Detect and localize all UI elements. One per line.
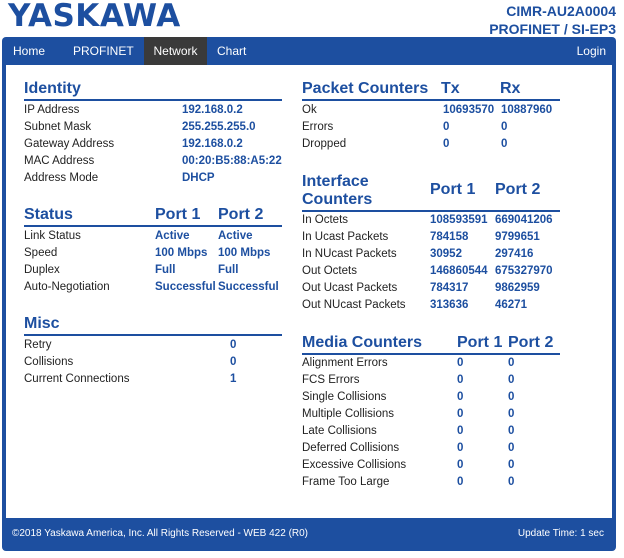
network-content xyxy=(6,65,612,518)
media-header xyxy=(302,334,560,355)
packet-tx-value: 0 xyxy=(443,121,450,133)
identity-row-label: Address Mode xyxy=(24,172,99,184)
interface-port2-value: 675327970 xyxy=(495,265,553,277)
status-port1-header: Port 1 xyxy=(155,206,201,223)
packet-rx-value: 0 xyxy=(501,138,508,150)
status-row-label: Speed xyxy=(24,247,58,259)
interface-port1-value: 30952 xyxy=(430,248,462,260)
yaskawa-logo: YASKAWA xyxy=(8,0,181,34)
misc-row-value: 0 xyxy=(230,356,237,368)
media-row-label: Frame Too Large xyxy=(302,476,390,488)
status-header xyxy=(24,206,282,227)
media-port1-value: 0 xyxy=(457,476,464,488)
interface-title-line1: Interface xyxy=(302,173,369,190)
packet-title: Packet Counters xyxy=(302,80,429,97)
interface-port2-value: 669041206 xyxy=(495,214,553,226)
media-row-label: FCS Errors xyxy=(302,374,360,386)
interface-port2-value: 9799651 xyxy=(495,231,540,243)
identity-row-value: 255.255.255.0 xyxy=(182,121,256,133)
media-port2-value: 0 xyxy=(508,442,515,454)
nav-network[interactable]: Network xyxy=(144,37,207,65)
nav-chart[interactable]: Chart xyxy=(217,44,247,58)
interface-row-label: In Ucast Packets xyxy=(302,231,389,243)
media-row-label: Multiple Collisions xyxy=(302,408,395,420)
identity-row-value: DHCP xyxy=(182,172,215,184)
status-port1-value: Successful xyxy=(155,281,216,293)
media-row-label: Alignment Errors xyxy=(302,357,388,369)
interface-row-label: Out NUcast Packets xyxy=(302,299,406,311)
interface-row-label: In Octets xyxy=(302,214,349,226)
interface-port1-value: 313636 xyxy=(430,299,469,311)
footer xyxy=(2,518,616,551)
media-port1-value: 0 xyxy=(457,442,464,454)
identity-header xyxy=(24,80,282,101)
status-row-label: Duplex xyxy=(24,264,60,276)
media-title: Media Counters xyxy=(302,334,423,351)
packet-row-label: Dropped xyxy=(302,138,347,150)
packet-rx-header: Rx xyxy=(500,80,521,97)
media-port1-value: 0 xyxy=(457,425,464,437)
interface-row-label: In NUcast Packets xyxy=(302,248,397,260)
interface-port2-header: Port 2 xyxy=(495,181,541,198)
misc-title: Misc xyxy=(24,315,60,332)
packet-header xyxy=(302,80,560,101)
media-port1-value: 0 xyxy=(457,408,464,420)
interface-port1-value: 784317 xyxy=(430,282,469,294)
model-number: CIMR-AU2A0004 xyxy=(506,3,616,19)
media-port1-value: 0 xyxy=(457,391,464,403)
interface-port1-value: 146860544 xyxy=(430,265,488,277)
misc-row-label: Collisions xyxy=(24,356,74,368)
identity-row-label: Subnet Mask xyxy=(24,121,92,133)
nav-login[interactable]: Login xyxy=(576,44,606,58)
model-option: PROFINET / SI-EP3 xyxy=(489,21,616,37)
main-frame xyxy=(2,37,616,551)
media-row-label: Excessive Collisions xyxy=(302,459,407,471)
identity-row-value: 192.168.0.2 xyxy=(182,104,243,116)
status-port1-value: Active xyxy=(155,230,190,242)
status-row-label: Link Status xyxy=(24,230,81,242)
identity-row-label: Gateway Address xyxy=(24,138,115,150)
packet-tx-value: 10693570 xyxy=(443,104,495,116)
copyright-text: ©2018 Yaskawa America, Inc. All Rights Reserved - WEB 422 (R0) xyxy=(12,528,309,539)
nav-profinet[interactable]: PROFINET xyxy=(73,44,134,58)
media-row-label: Late Collisions xyxy=(302,425,377,437)
media-port1-value: 0 xyxy=(457,357,464,369)
packet-tx-value: 0 xyxy=(443,138,450,150)
packet-row-label: Ok xyxy=(302,104,317,116)
identity-title: Identity xyxy=(24,80,81,97)
identity-row-label: IP Address xyxy=(24,104,80,116)
interface-header xyxy=(302,173,560,212)
media-port2-value: 0 xyxy=(508,408,515,420)
status-port2-value: Successful xyxy=(218,281,279,293)
nav-home[interactable]: Home xyxy=(13,44,46,58)
interface-port1-header: Port 1 xyxy=(430,181,476,198)
media-port2-header: Port 2 xyxy=(508,334,554,351)
packet-tx-header: Tx xyxy=(441,80,460,97)
status-port2-value: 100 Mbps xyxy=(218,247,271,259)
status-port2-header: Port 2 xyxy=(218,206,264,223)
media-port1-value: 0 xyxy=(457,459,464,471)
media-port2-value: 0 xyxy=(508,459,515,471)
nav-bar xyxy=(2,37,616,65)
media-port2-value: 0 xyxy=(508,425,515,437)
misc-row-value: 1 xyxy=(230,373,237,385)
misc-row-label: Retry xyxy=(24,339,52,351)
packet-rx-value: 0 xyxy=(501,121,508,133)
media-row-label: Single Collisions xyxy=(302,391,387,403)
interface-port1-value: 108593591 xyxy=(430,214,488,226)
misc-header xyxy=(24,315,282,336)
media-port2-value: 0 xyxy=(508,476,515,488)
media-port1-value: 0 xyxy=(457,374,464,386)
media-port1-header: Port 1 xyxy=(457,334,503,351)
misc-row-value: 0 xyxy=(230,339,237,351)
update-time: Update Time: 1 sec xyxy=(517,528,604,539)
interface-port2-value: 46271 xyxy=(495,299,527,311)
status-title: Status xyxy=(24,206,73,223)
media-port2-value: 0 xyxy=(508,374,515,386)
packet-rx-value: 10887960 xyxy=(501,104,553,116)
interface-port1-value: 784158 xyxy=(430,231,469,243)
identity-row-value: 192.168.0.2 xyxy=(182,138,243,150)
media-port2-value: 0 xyxy=(508,391,515,403)
media-port2-value: 0 xyxy=(508,357,515,369)
status-port2-value: Full xyxy=(218,264,239,276)
packet-row-label: Errors xyxy=(302,121,334,133)
identity-row-label: MAC Address xyxy=(24,155,95,167)
status-port1-value: Full xyxy=(155,264,176,276)
interface-port2-value: 9862959 xyxy=(495,282,540,294)
model-info xyxy=(489,2,616,38)
interface-row-label: Out Octets xyxy=(302,265,357,277)
identity-row-value: 00:20:B5:88:A5:22 xyxy=(182,155,282,167)
status-row-label: Auto-Negotiation xyxy=(24,281,110,293)
interface-port2-value: 297416 xyxy=(495,248,534,260)
status-port2-value: Active xyxy=(218,230,253,242)
status-port1-value: 100 Mbps xyxy=(155,247,208,259)
media-row-label: Deferred Collisions xyxy=(302,442,400,454)
misc-row-label: Current Connections xyxy=(24,373,130,385)
interface-title-line2: Counters xyxy=(302,191,373,208)
interface-row-label: Out Ucast Packets xyxy=(302,282,398,294)
